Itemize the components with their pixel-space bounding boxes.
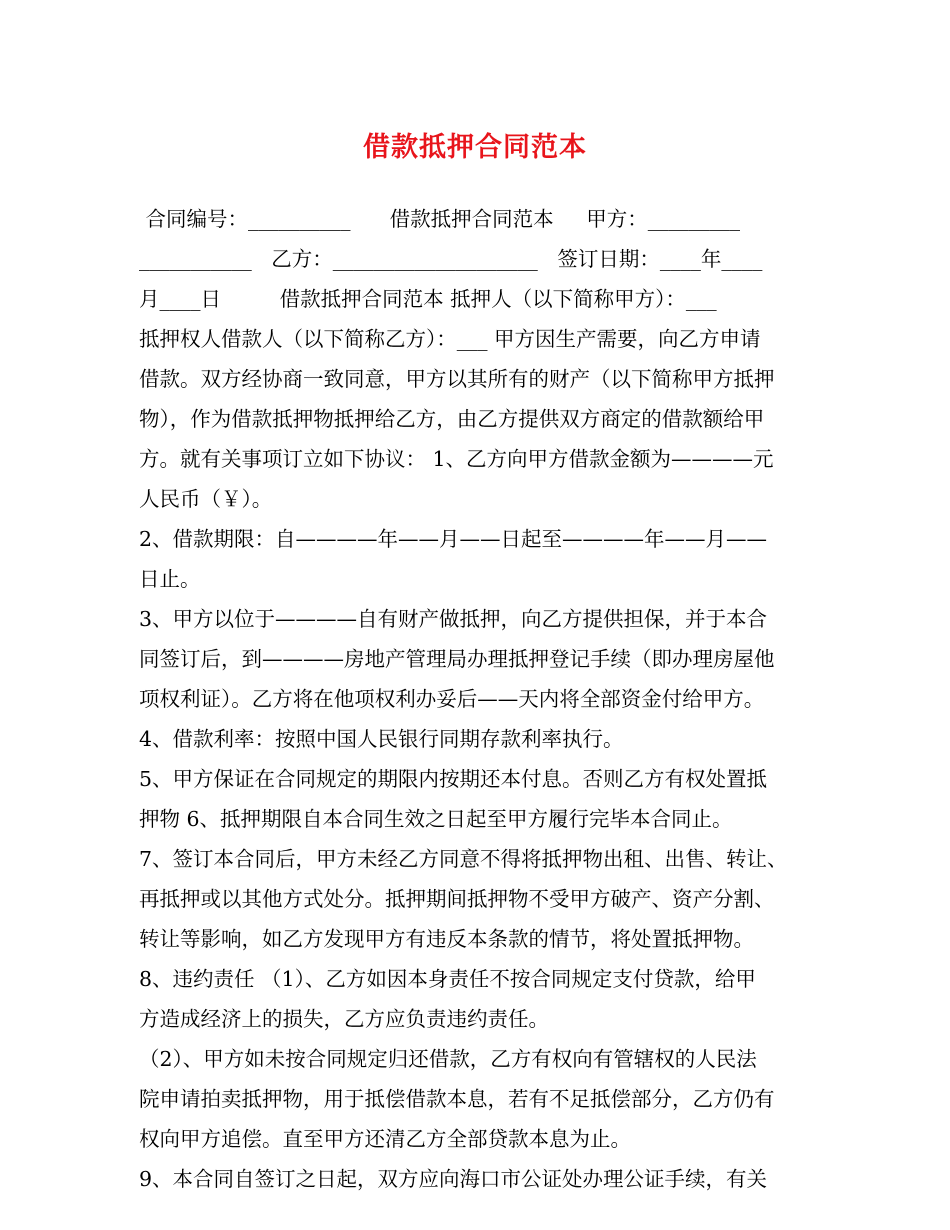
text-line: 物），作为借款抵押物抵押给乙方，由乙方提供双方商定的借款额给甲: [139, 407, 765, 431]
text-line: 项权利证）。乙方将在他项权利办妥后——天内将全部资金付给甲方。: [139, 687, 765, 711]
text-line: 5、甲方保证在合同规定的期限内按期还本付息。否则乙方有权处置抵: [139, 767, 768, 791]
text-line: 抵押权人借款人（以下简称乙方）：___ 甲方因生产需要，向乙方申请: [139, 327, 761, 351]
text-line: 方。就有关事项订立如下协议： 1、乙方向甲方借款金额为————元: [139, 447, 774, 471]
text-line: 4、借款利率：按照中国人民银行同期存款利率执行。: [139, 727, 624, 751]
text-line: 7、签订本合同后，甲方未经乙方同意不得将抵押物出租、出售、转让、: [139, 847, 788, 871]
text-line: 2、借款期限：自————年——月——日起至————年——月——: [139, 527, 768, 551]
text-line: 方造成经济上的损失，乙方应负责违约责任。: [139, 1007, 549, 1031]
text-line: 3、甲方以位于————自有财产做抵押，向乙方提供担保，并于本合: [139, 607, 768, 631]
text-line: （2）、甲方如未按合同规定归还借款，乙方有权向有管辖权的人民法: [139, 1047, 757, 1071]
text-line: 院申请拍卖抵押物，用于抵偿借款本息，若有不足抵偿部分，乙方仍有: [139, 1087, 775, 1111]
text-line: 日止。: [139, 567, 201, 591]
text-line: ___________ 乙方：____________________ 签订日期：____年____: [139, 247, 763, 271]
text-line: 人民币（￥）。: [139, 487, 273, 511]
text-line: 押物 6、抵押期限自本合同生效之日起至甲方履行完毕本合同止。: [139, 807, 733, 831]
text-line: 8、违约责任 （1）、乙方如因本身责任不按合同规定支付贷款，给甲: [139, 967, 756, 991]
text-line: 合同编号：__________ 借款抵押合同范本 甲方：_________: [139, 207, 740, 231]
text-line: 借款。双方经协商一致同意，甲方以其所有的财产（以下简称甲方抵押: [139, 367, 775, 391]
text-line: 权向甲方追偿。直至甲方还清乙方全部贷款本息为止。: [139, 1127, 631, 1151]
document-title: 借款抵押合同范本: [363, 132, 587, 163]
text-line: 9、本合同自签订之日起，双方应向海口市公证处办理公证手续，有关: [139, 1167, 768, 1191]
text-line: 月____日 借款抵押合同范本 抵押人（以下简称甲方）：___: [139, 287, 717, 311]
text-line: 转让等影响，如乙方发现甲方有违反本条款的情节，将处置抵押物。: [139, 927, 754, 951]
text-line: 同签订后，到————房地产管理局办理抵押登记手续（即办理房屋他: [139, 647, 775, 671]
document-body: [139, 199, 819, 1199]
text-line: 再抵押或以其他方式处分。抵押期间抵押物不受甲方破产、资产分割、: [139, 887, 775, 911]
